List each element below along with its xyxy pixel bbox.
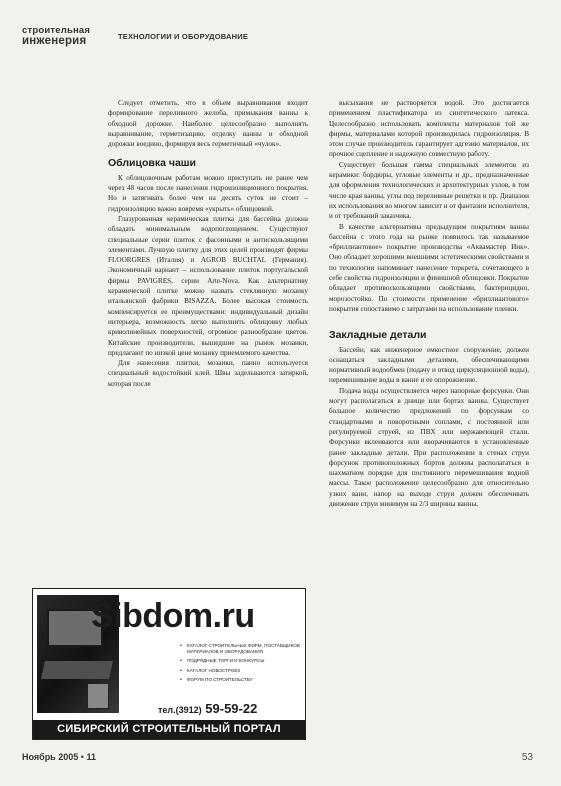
section-title: ТЕХНОЛОГИИ И ОБОРУДОВАНИЕ [118, 32, 249, 41]
list-item: • КАТАЛОГ НОВОСТРОЕК [180, 667, 241, 674]
paragraph: высыхания не растворяется водой. Это достигается применением пластификатора из синтетического латекса. Целесообразно использовать комплекты материалов той же фирмы, материалами которой производилась гидроизоляция. В этом случае производитель гарантирует адгезию материалов, их прочное сцепление и надежную совместную работу. [329, 99, 529, 159]
paragraph: Существует большая гамма специальных элементов из керамики: бордюры, угловые элементы и др., предназначенные для оформления технологических и архитектурных узлов, в том числе края ванны, углы под переливные решетки и пр. Диапазон их использования во многом зависит и от фантазии исполнителя, и от требований заказчика. [329, 160, 529, 221]
ad-phone [158, 701, 257, 716]
bullet-icon: • [180, 676, 182, 683]
article-column-right [329, 98, 529, 509]
sibdom-advertisement [32, 588, 306, 740]
logo-line-1: строительная [22, 25, 91, 36]
issue-number: 11 [86, 752, 96, 762]
paragraph: В качестве альтернативы предыдущим покрытиям ванны бассейна с этого года на рынке появилось так называемое «бриллиантовое» покрытие производства «Аквамастер Инк». Оно обладает хорошими внешними эстетическими свойствами и по технологии напоминает нанесение торкрета, сочетающего в себе свойства гидроизоляции и финишной облицовки. Покрытие обладает противоскользящими свойствами, бактерицидно, морозостойко. По стоимости применение «бриллиантового» покрытия сопоставимо с затратами на использование пленки. [329, 222, 529, 313]
bullet-icon: • [180, 658, 182, 665]
logo-line-2: инженерия [22, 35, 87, 47]
phone-prefix: тел.(3912) [158, 705, 202, 715]
list-item: • ПОДРЯДНЫЕ ТОРГИ И КОНКУРСЫ [180, 658, 265, 665]
subheading-tile-lining: Облицовка чаши [108, 157, 196, 170]
ad-footer-banner: СИБИРСКИЙ СТРОИТЕЛЬНЫЙ ПОРТАЛ [33, 720, 305, 739]
bullet-icon: • [180, 667, 182, 674]
pda-shape [87, 683, 109, 709]
paragraph: К облицовочным работам можно приступать не ранее чем через 48 часов после нанесения гидроизоляционного покрытия. Но и затягивать более чем на десять суток не стоит – гидроизоляцию важно вовремя «укрыть» облицовкой. [108, 173, 308, 213]
list-item: • ФОРУМ ПО СТРОИТЕЛЬСТВУ [180, 676, 253, 683]
paragraph: Следует отметить, что в объем выравнивания входит формирование переливного желоба, примыкания ванны к обходной дорожке. Наиболее целесообразно выполнять выравнивание, герметизацию, отделку ванны и обходной дорожки воедино, формируя весь герметичный «чулок». [108, 99, 308, 149]
separator: • [80, 752, 84, 762]
paragraph: Глазурованная керамическая плитка для бассейна должна обладать минимальным водопоглощением. Существуют специальные серии плиток с фасонными и антискользящими элементами. Лучшую плитку для этих целей производят фирмы FLOORGRES (Италия) и AGROB BUCHTAL (Германия). Экономичный вариант – использование плиток португальской фирмы PAVIGRES, серии Arte-Nova. Как альтернативу керамической плитке можно назвать стеклянную мозаику итальянской фабрики BISAZZA. Более высокая стоимость компенсируется ее преимуществами: индивидуальный дизайн интерьера, возможность легко выполнить облицовку любых криволинейных поверхностей, огромное разнообразие цветов. Китайские производители, вышедшие на рынок мозаики, предлагают по низкой цене мозаику приемлемого качества. [108, 214, 308, 357]
phone-number: 59-59-22 [205, 701, 258, 716]
subheading-embedded-parts: Закладные детали [329, 329, 427, 342]
paragraph: Бассейн, как инженерное емкостное сооружение, должен оснащаться закладными деталями, обеспечивающими нормативный водообмен (подачу и отвод циркуляционной воды), перемешивание воды в ванне и ее опорожнение. [329, 345, 529, 385]
magazine-logo [22, 26, 90, 46]
paragraph: Для нанесения плитки, мозаики, панно используется специальный водостойкий клей. Швы задельваются затиркой, которая после [108, 359, 308, 388]
list-item: • КАТАЛОГ СТРОИТЕЛЬНЫХ ФИРМ, ПОСТАВЩИКОВ МАТЕРИАЛОВ И ОБОРУДОВАНИЯ [180, 643, 300, 655]
paragraph: Подача воды осуществляется через напорные форсунки. Они могут располагаться в днище или бортах ванны. Существует большое количество предложений по форсункам со стандартными и поворотными соплами, с постоянной или регулируемой струей, из ПВХ или нержавеющей стали. Форсунки вклеиваются или вворачиваются в установленные ранее закладные детали. При расположении в стенах струи форсунок противоположных бортов должны располагаться в шахматном порядке для постоянного перемешивания водной массы. Такое расположение целесообразно для относительно узких ванн, напор на выходе струи должен обеспечивать движение струи минимум на 2/3 ширины ванны. [329, 386, 529, 508]
page-header [22, 26, 542, 48]
page-number: 53 [521, 752, 533, 763]
bullet-icon: • [180, 643, 182, 649]
ad-brand-name: Sibdom.ru [91, 597, 255, 635]
issue-date: Ноябрь 2005 [22, 752, 79, 762]
article-column-left [108, 98, 308, 389]
ad-features-list [179, 643, 303, 686]
issue-info [22, 752, 96, 762]
keyboard-shape [41, 661, 113, 679]
